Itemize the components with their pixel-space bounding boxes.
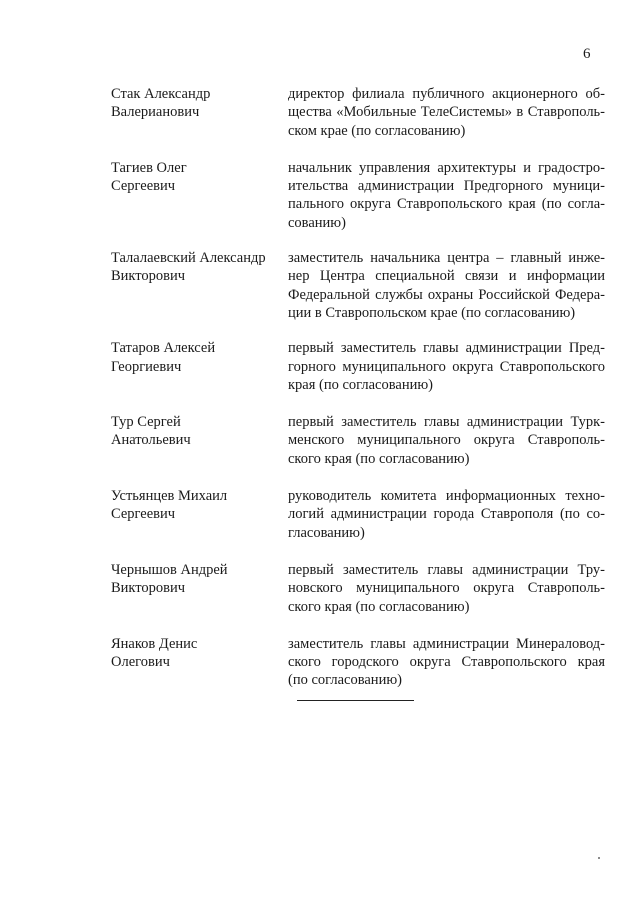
member-name xyxy=(111,249,288,322)
member-name xyxy=(111,635,288,690)
member-name-line: Сергеевич xyxy=(111,506,176,523)
member-name-line: Янаков Денис xyxy=(111,635,198,652)
member-name-line: Стак Александр xyxy=(111,86,211,102)
member-name-line: Викторович xyxy=(111,580,186,597)
member-role-line: ского городского округа Ставропольского края xyxy=(288,654,605,671)
member-name xyxy=(111,561,288,616)
member-role-line: первый заместитель главы администрации Турк- xyxy=(288,414,605,431)
member-name-line: Тур Сергей xyxy=(111,414,181,431)
member-name xyxy=(111,159,288,232)
member-role-line: руководитель комитета информационных техно- xyxy=(288,488,605,505)
page-number: 6 xyxy=(583,46,591,62)
member-role-line: директор филиала публичного акционерного об- xyxy=(288,86,605,102)
member-role-line: ского края (по согласованию) xyxy=(288,450,470,467)
member-name xyxy=(111,85,288,140)
member-entry xyxy=(111,249,605,322)
member-entry xyxy=(111,159,605,232)
member-name xyxy=(111,413,288,468)
member-role-line: Федеральной службы охраны Российской Федера- xyxy=(288,286,605,303)
member-role-line: горного муниципального округа Ставропольского xyxy=(288,358,605,375)
member-role-line: ции в Ставропольском крае (по согласованию) xyxy=(288,304,576,321)
member-name xyxy=(111,339,288,394)
member-name-line: Сергеевич xyxy=(111,178,176,195)
scan-speck xyxy=(598,857,600,859)
member-entry xyxy=(111,561,605,616)
member-role-line: ского края (по согласованию) xyxy=(288,598,470,615)
member-name-line: Викторович xyxy=(111,268,186,285)
member-role-line: края (по согласованию) xyxy=(288,376,434,393)
member-role-line: первый заместитель главы администрации Тру- xyxy=(288,561,605,578)
member-role-line: менского муниципального округа Ставрополь- xyxy=(288,432,605,449)
member-role-line: пального округа Ставропольского края (по согла- xyxy=(288,196,605,213)
member-entry xyxy=(111,635,605,690)
member-role-line: заместитель главы администрации Минераловод- xyxy=(288,635,605,652)
member-role xyxy=(288,487,605,542)
member-role-line: ском крае (по согласованию) xyxy=(288,122,466,139)
member-role-line: сованию) xyxy=(288,214,346,231)
member-name-line: Валерианович xyxy=(111,104,200,121)
member-role xyxy=(288,635,605,690)
member-name-line: Анатольевич xyxy=(111,432,191,449)
member-entry xyxy=(111,85,605,140)
member-role-line: гласованию) xyxy=(288,524,365,541)
member-name-line: Татаров Алексей xyxy=(111,340,216,357)
member-role-line: (по согласованию) xyxy=(288,672,402,689)
member-entry xyxy=(111,339,605,394)
member-role-line: первый заместитель главы администрации Пред- xyxy=(288,340,605,357)
end-divider xyxy=(297,700,414,701)
member-role-line: нер Центра специальной связи и информации xyxy=(288,268,605,285)
member-role xyxy=(288,159,605,232)
member-name-line: Устьянцев Михаил xyxy=(111,488,228,505)
member-role-line: ительства администрации Предгорного муници- xyxy=(288,178,605,195)
member-entry xyxy=(111,487,605,542)
member-name-line: Олегович xyxy=(111,654,170,671)
member-role-line: начальник управления архитектуры и градостро- xyxy=(288,159,605,176)
member-name xyxy=(111,487,288,542)
member-role xyxy=(288,85,605,140)
member-role xyxy=(288,413,605,468)
member-entry xyxy=(111,413,605,468)
member-role-line: логий администрации города Ставрополя (по со- xyxy=(288,506,605,523)
member-role-line: заместитель начальника центра – главный инже- xyxy=(288,250,605,267)
member-role xyxy=(288,249,605,322)
member-name-line: Талалаевский Александр xyxy=(111,250,266,267)
member-name-line: Чернышов Андрей xyxy=(111,561,228,578)
member-role-line: щества «Мобильные ТелеСистемы» в Ставрополь- xyxy=(288,104,605,121)
member-name-line: Георгиевич xyxy=(111,358,182,375)
member-role xyxy=(288,339,605,394)
member-name-line: Тагиев Олег xyxy=(111,159,187,176)
member-role xyxy=(288,561,605,616)
member-list xyxy=(111,85,605,709)
member-role-line: новского муниципального округа Ставрополь- xyxy=(288,580,605,597)
